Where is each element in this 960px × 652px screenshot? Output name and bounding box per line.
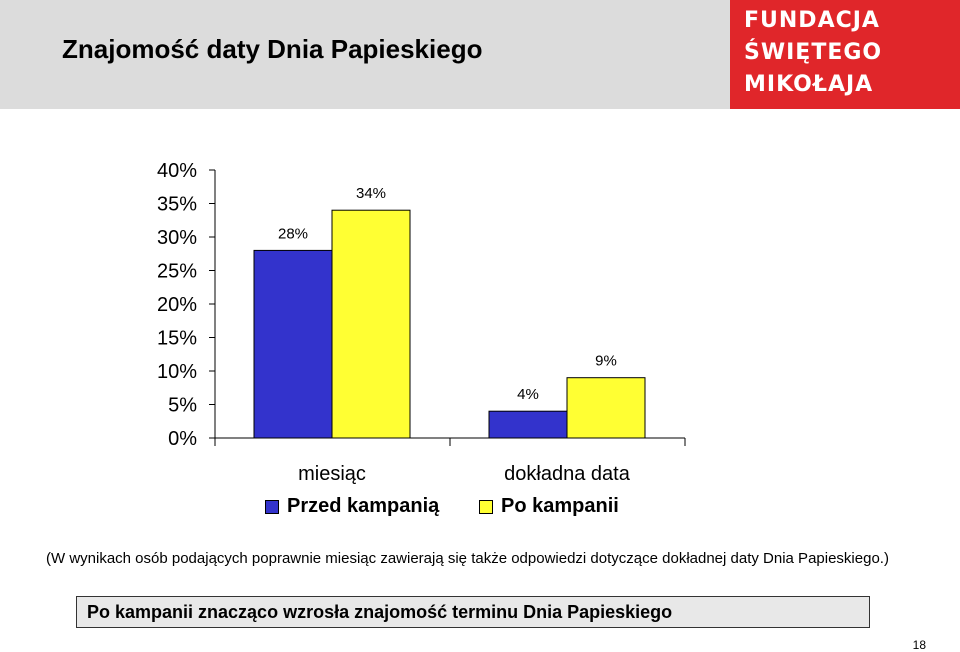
legend-label-przed: Przed kampanią [287, 495, 440, 517]
bar-chart [0, 150, 960, 490]
fundacja-logo [730, 0, 960, 109]
y-tick-label: 30% [156, 227, 197, 249]
x-category-label: miesiąc [298, 463, 366, 485]
conclusion-text: Po kampanii znacząco wzrosła znajomość terminu Dnia Papieskiego [87, 602, 673, 622]
bar [332, 210, 410, 438]
bar-value-label: 9% [595, 352, 617, 370]
bar-value-label: 4% [517, 386, 539, 404]
page-title: Znajomość daty Dnia Papieskiego [62, 34, 483, 64]
legend-swatch-po [479, 500, 493, 514]
bar [489, 411, 567, 438]
legend-label-po: Po kampanii [501, 495, 619, 517]
bar [254, 250, 332, 438]
chart-legend [265, 495, 635, 523]
conclusion-box [76, 596, 870, 628]
y-tick-label: 0% [168, 428, 197, 450]
y-tick-label: 5% [168, 394, 197, 417]
legend-swatch-przed [265, 500, 279, 514]
logo-line-2: ŚWIĘTEGO [744, 40, 883, 65]
bar [567, 378, 645, 438]
y-tick-label: 25% [156, 260, 197, 283]
y-tick-label: 20% [156, 294, 197, 316]
bar-value-label: 28% [277, 225, 309, 243]
y-tick-label: 40% [156, 160, 197, 182]
footnote: (W wynikach osób podających poprawnie miesiąc zawierają się także odpowiedzi dotyczące dokładnej daty Dnia Papieskiego.) [46, 550, 889, 567]
x-category-label: dokładna data [504, 463, 630, 485]
logo-line-3: MIKOŁAJA [744, 72, 874, 97]
y-tick-label: 15% [156, 327, 197, 350]
page-number: 18 [912, 638, 926, 652]
legend-item-po [479, 495, 619, 518]
legend-item-przed [265, 495, 439, 518]
logo-line-1: FUNDACJA [744, 8, 880, 33]
bar-value-label: 34% [355, 185, 387, 203]
y-tick-label: 10% [156, 361, 197, 383]
y-tick-label: 35% [156, 193, 197, 216]
header-bar [0, 0, 730, 109]
